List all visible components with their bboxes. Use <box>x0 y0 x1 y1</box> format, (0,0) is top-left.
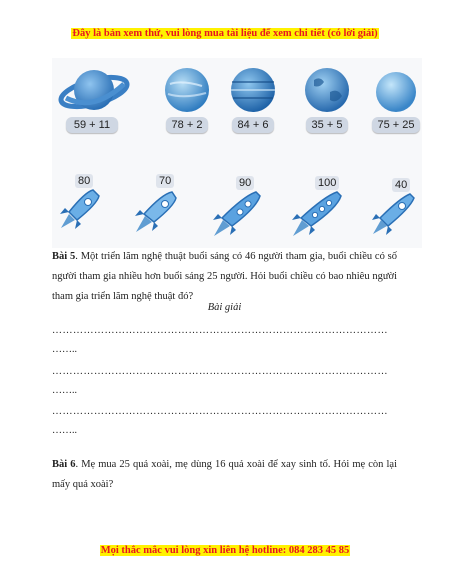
rocket-number: 40 <box>392 178 410 192</box>
planet-expression: 84 + 6 <box>232 117 274 133</box>
answer-line-end: …….. <box>52 425 77 436</box>
rocket-icon <box>287 190 345 246</box>
rocket-number: 80 <box>75 174 93 188</box>
answer-line: …………………………………………………………………………………… <box>52 406 388 417</box>
rocket-number: 100 <box>315 176 339 190</box>
rocket-item <box>368 176 418 246</box>
answer-line-end: …….. <box>52 344 77 355</box>
exercise-5-text <box>52 247 397 307</box>
rocket-item <box>208 174 264 246</box>
preview-notice-banner <box>0 28 450 39</box>
planet-item <box>162 66 212 134</box>
planet-expression: 35 + 5 <box>306 117 348 133</box>
rocket-item <box>55 172 105 244</box>
earth-planet-icon <box>302 66 352 116</box>
rocket-icon <box>130 188 182 246</box>
rocket-item <box>130 174 182 246</box>
exercise-6-text <box>52 455 397 495</box>
planet-item <box>370 70 422 134</box>
rocket-icon <box>368 192 418 246</box>
rocket-number: 70 <box>156 174 174 188</box>
solution-label: Bài giải <box>207 302 242 313</box>
jupiter-planet-icon <box>228 66 278 116</box>
rocket-number: 90 <box>236 176 254 190</box>
neptune-planet-icon <box>162 66 212 116</box>
exercise-6-question: . Mẹ mua 25 quả xoài, mẹ dùng 16 quả xoài để xay sinh tố. Hỏi mẹ còn lại mấy quả xoài? <box>52 459 398 490</box>
exercise-5-question: . Một triển lãm nghệ thuật buổi sáng có 46 người tham gia, buổi chiều có số người tham gia nhiều hơn buổi sáng 25 người. Hỏi buổi chiều có bao nhiêu người tham gia triển lãm nghệ thuật đó? <box>52 251 398 302</box>
rocket-icon <box>55 188 105 244</box>
answer-line: …………………………………………………………………………………… <box>52 325 388 336</box>
planet-item <box>302 66 352 134</box>
hotline-banner <box>0 545 450 556</box>
blue-planet-icon <box>373 70 419 116</box>
planet-expression: 75 + 25 <box>372 117 420 133</box>
answer-line: …………………………………………………………………………………… <box>52 366 388 377</box>
exercise-5-title: Bài 5 <box>52 251 76 262</box>
planet-item <box>228 66 278 134</box>
hotline-text: Mọi thắc mắc vui lòng xin liên hệ hotline: 084 283 45 85 <box>100 545 350 556</box>
rocket-item <box>287 174 345 246</box>
rocket-icon <box>208 190 264 246</box>
answer-line-end: …….. <box>52 385 77 396</box>
preview-notice-text: Đây là bản xem thử, vui lòng mua tài liệu để xem chi tiết (có lời giải) <box>72 28 378 39</box>
exercise-6-title: Bài 6 <box>52 459 76 470</box>
saturn-planet-icon <box>58 62 130 118</box>
planet-expression: 78 + 2 <box>166 117 208 133</box>
planet-item <box>58 62 130 132</box>
planet-expression: 59 + 11 <box>66 117 118 133</box>
